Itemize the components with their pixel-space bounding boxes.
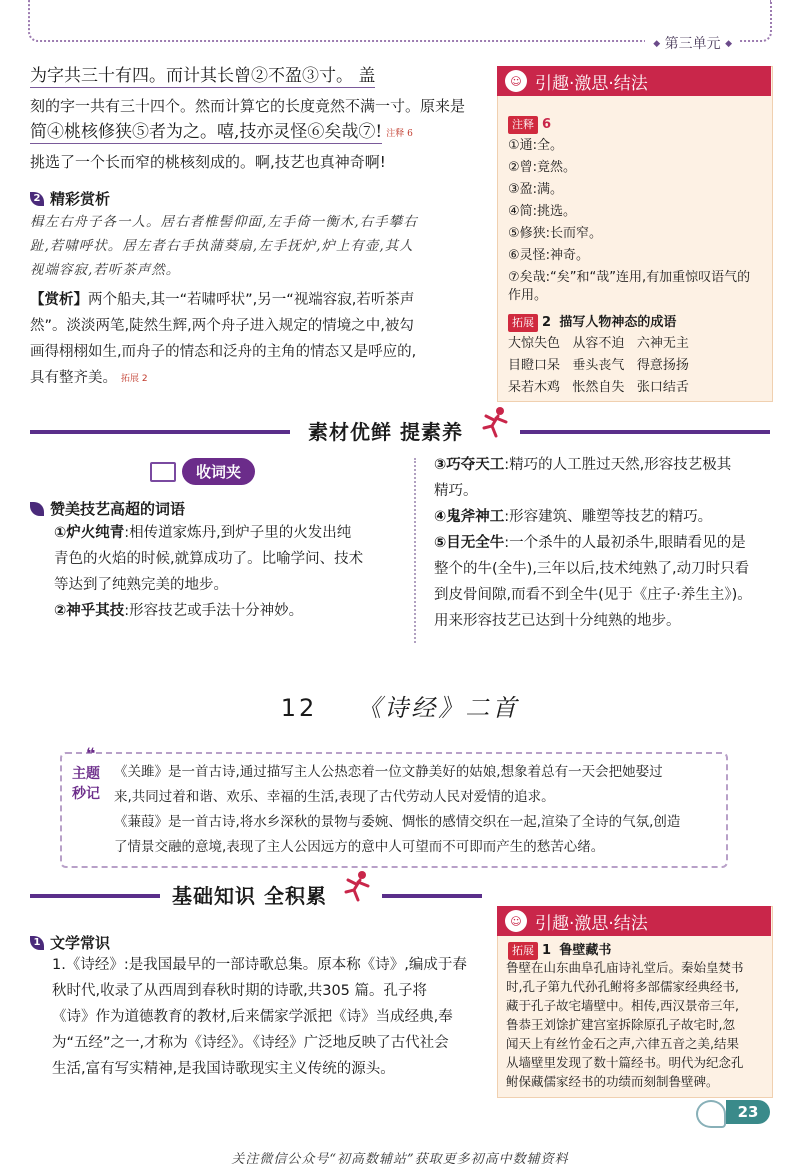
note-item: ③盈:满。 [508, 182, 564, 197]
literary-heading: 1 文学常识 [30, 932, 110, 953]
book-icon [150, 462, 176, 482]
diamond-icon: ◆ [725, 39, 732, 49]
runner-icon [340, 868, 376, 904]
vocab-left-column: ①炉火纯青:相传道家炼丹,到炉子里的火发出纯 青色的火焰的时候,就算成功了。比喻学问、技术 等达到了纯熟完美的地步。 ②神乎其技:形容技艺或手法十分神妙。 [54, 525, 364, 619]
vocab-right-column: ③巧夺天工:精巧的人工胜过天然,形容技艺极其 精巧。 ④鬼斧神工:形容建筑、雕塑等技艺的精巧。 ⑤目无全牛:一个杀牛的人最初杀牛,眼睛看见的是 整个的牛(全牛),三年以后,技术纯熟了,动刀时只看 到皮骨间隙,而看不到全牛(见于《庄子·养生主》)。 用来形容技艺已达到十分纯熟的地步。 [434, 457, 752, 629]
page-number: 23 [726, 1100, 770, 1124]
theme-para-2: 《蒹葭》是一首古诗,将水乡深秋的景物与委婉、惆怅的感情交织在一起,渲染了全诗的气氛,创造 了情景交融的意境,表现了主人公因远方的意中人可望而不可即而产生的愁苦心绪。 [114, 814, 681, 855]
idiom-row: 大惊失色 从容不迫 六神无主 [508, 336, 689, 351]
banner-rule [30, 430, 290, 434]
column-divider [414, 458, 416, 643]
footer-text: 关注微信公众号“初高数辅站”获取更多初高中数辅资料 [231, 1152, 569, 1167]
appreciation-heading [30, 188, 110, 209]
quote-mark-icon: ❝ [86, 744, 96, 763]
banner-rule [520, 430, 770, 434]
theme-label: 主题秒记 [72, 766, 100, 802]
extension-heading: 拓展 2 描写人物神态的成语 [508, 314, 676, 332]
face-icon: ☺ [505, 70, 527, 92]
classical-line-1: 为字共三十有四。而计其长曾②不盈③寸。 盖 [30, 66, 376, 86]
appreciation-body: 【赏析】两个船夫,其一“若啸呼状”,另一“视端容寂,若听茶声 然”。淡淡两笔,陡然生辉,两个舟子进入规定的情境之中,被勾 画得栩栩如生,而舟子的情态和泛舟的主角的情态又是呼应的, 具有整齐美。 拓展 2 [30, 292, 417, 386]
banner-rule [382, 894, 482, 898]
unit-label [645, 33, 740, 53]
leaf-number-icon: 2 [30, 192, 44, 206]
note-ref[interactable]: 拓展 2 [121, 374, 148, 384]
note-item: 作用。 [508, 288, 548, 303]
extension-heading: 拓展 1 鲁壁藏书 [508, 942, 611, 960]
translation-line-2: 挑选了一个长而窄的桃核刻成的。啊,技艺也真神奇啊! [30, 153, 386, 171]
note-item: ⑥灵怪:神奇。 [508, 248, 590, 263]
note-item: ⑦矣哉:“矣”和“哉”连用,有加重惊叹语气的 [508, 270, 751, 285]
note-item: ①通:全。 [508, 138, 564, 153]
note-item: ②曾:竟然。 [508, 160, 577, 175]
note-ref[interactable]: 注释 6 [386, 129, 413, 139]
snail-icon [696, 1100, 726, 1128]
section-banner: 基础知识 全积累 [172, 884, 327, 908]
quote-text: 楫左右舟子各一人。居右者椎髻仰面,左手倚一衡木,右手攀右 趾,若啸呼状。居左者右手执蒲葵扇,左手抚炉,炉上有壶,其人 视端容寂,若听茶声然。 [30, 214, 418, 278]
face-icon: ☺ [505, 910, 527, 932]
theme-para-1: 《关雎》是一首古诗,通过描写主人公热恋着一位文静美好的姑娘,想象着总有一天会把她娶过 来,共同过着和谐、欢乐、幸福的生活,表现了古代劳动人民对爱情的追求。 [114, 764, 663, 805]
note-item: ④简:挑选。 [508, 204, 577, 219]
chapter-title: 12 《诗经》二首 [280, 694, 520, 722]
classical-line-2: 简④桃核修狭⑤者为之。嘻,技亦灵怪⑥矣哉⑦! 注释 6 [30, 122, 413, 142]
unit-title: 第三单元 [664, 36, 721, 52]
side-panel-header: ☺ 引趣·激思·结法 [497, 66, 771, 96]
extension-body: 鲁壁在山东曲阜孔庙诗礼堂后。秦始皇焚书 时,孔子第九代孙孔鲋将多部儒家经典经书, 藏于孔子故宅墙壁中。相传,西汉景帝三年, 鲁恭王刘馀扩建宫室拆除原孔子故宅时,忽 闻天上有丝竹金石之声,六律五音之美,结果 从墙壁里发现了数十篇经书。明代为纪念孔 鲋保藏儒家经书的功绩而刻制鲁壁碑。 [506, 960, 744, 1089]
literary-body: 1.《诗经》:是我国最早的一部诗歌总集。原本称《诗》,编成于春 秋时代,收录了从西周到春秋时期的诗歌,共305 篇。孔子将 《诗》作为道德教育的教材,后来儒家学派把《诗》当成经典,奉 为“五经”之一,才称为《诗经》。《诗经》广泛地反映了古代社会 生活,富有写实精神,是我国诗歌现实主义传统的源头。 [52, 957, 467, 1077]
vocab-tag: 收词夹 [150, 458, 255, 485]
leaf-icon [30, 502, 44, 516]
notes-heading: 注释 6 [508, 116, 551, 134]
leaf-number-icon: 1 [30, 936, 44, 950]
idiom-row: 目瞪口呆 垂头丧气 得意扬扬 [508, 358, 689, 373]
note-item: ⑤修狭:长而窄。 [508, 226, 603, 241]
section-banner: 素材优鲜 提素养 [308, 420, 463, 444]
translation-line-1: 刻的字一共有三十四个。然而计算它的长度竟然不满一寸。原来是 [30, 97, 466, 115]
idiom-row: 呆若木鸡 怅然自失 张口结舌 [508, 380, 689, 395]
side-panel-header: ☺ 引趣·激思·结法 [497, 906, 771, 936]
banner-rule [30, 894, 160, 898]
runner-icon [478, 404, 514, 440]
diamond-icon: ◆ [653, 39, 661, 49]
vocab-heading: 赞美技艺高超的词语 [30, 498, 185, 519]
appreciation-title: 精彩赏析 [50, 190, 111, 208]
